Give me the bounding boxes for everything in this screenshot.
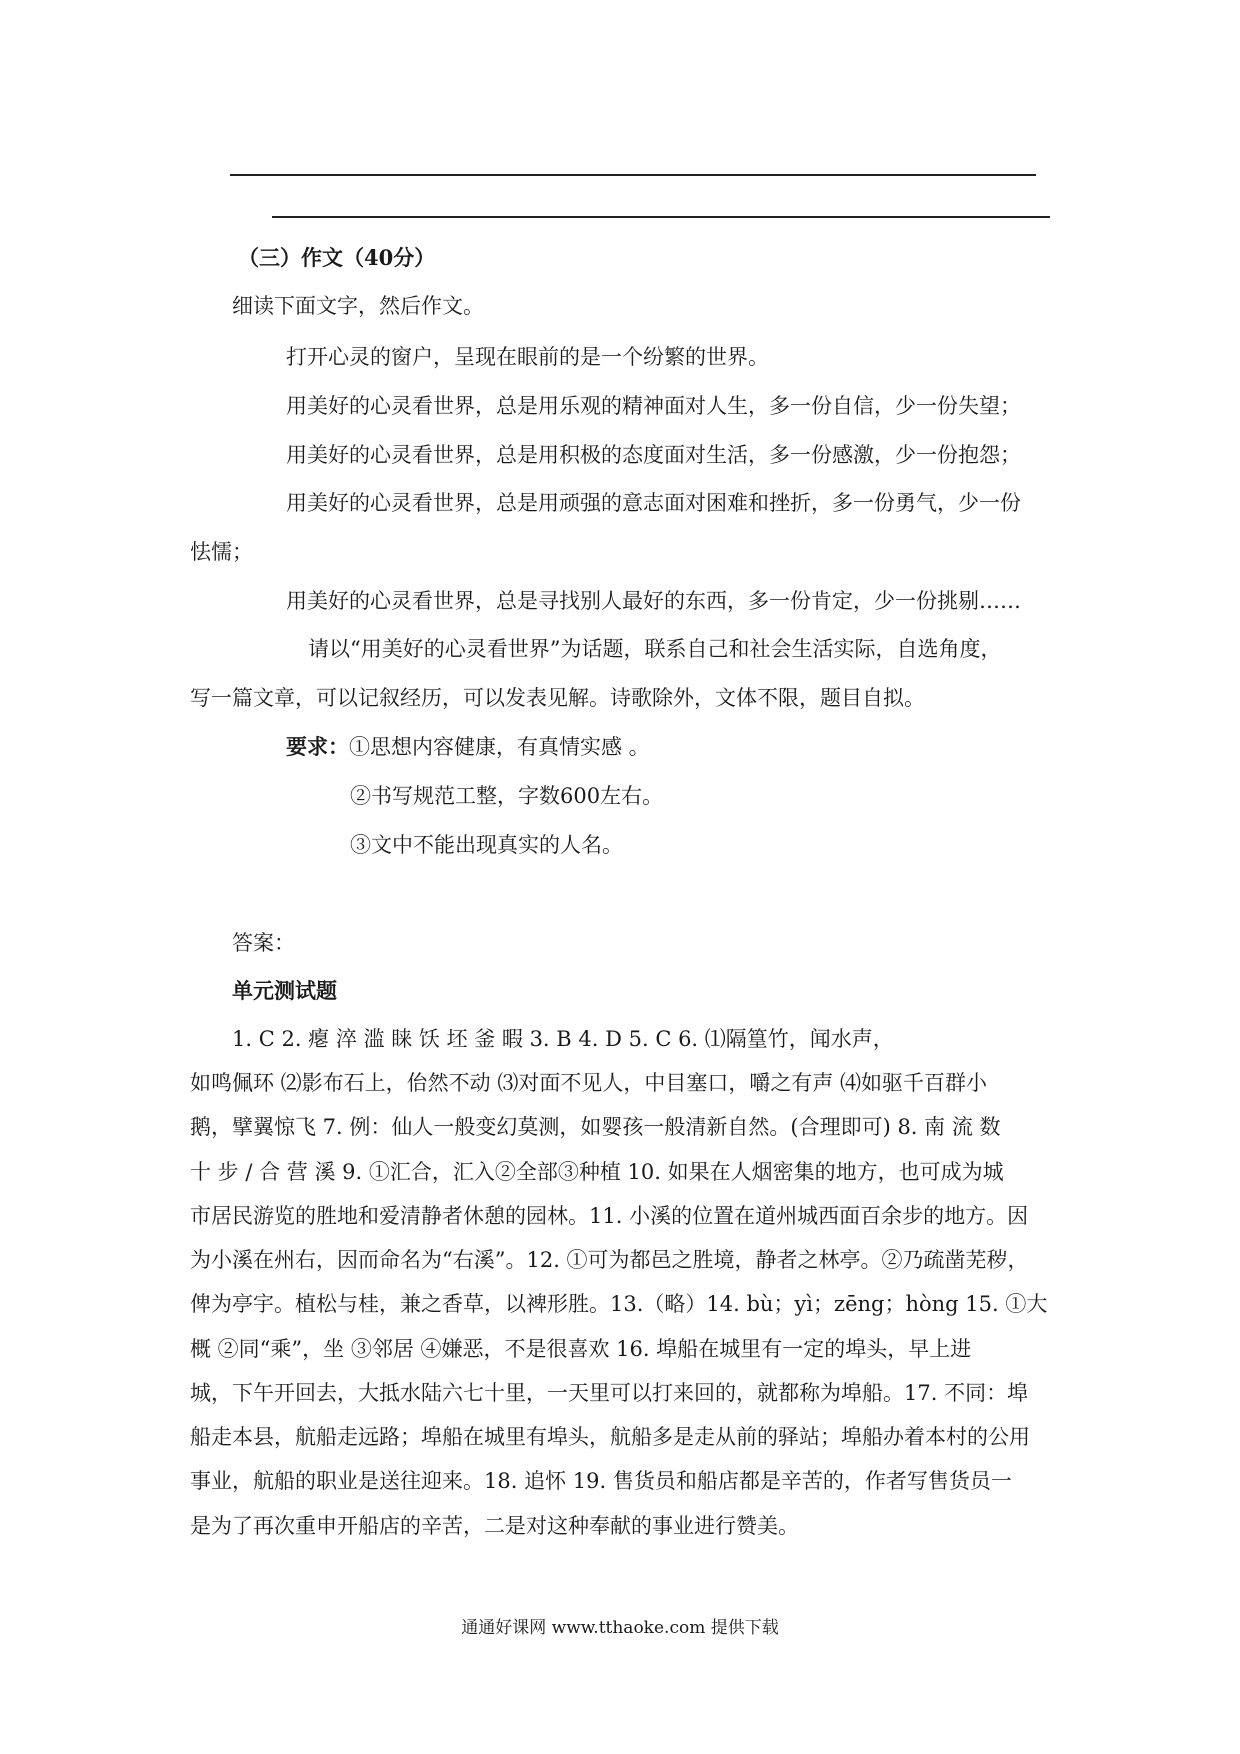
passage-line: 用美好的心灵看世界，总是用顽强的意志面对困难和挫折，多一份勇气，少一份 — [286, 491, 1021, 515]
answer-line: 市居民游览的胜地和爱清静者休憩的园林。11. 小溪的位置在道州城西面百余步的地方。因 — [190, 1204, 1029, 1228]
answer-line: 是为了再次重申开船店的辛苦，二是对这种奉献的事业进行赞美。 — [190, 1514, 799, 1538]
requirements-label: 要求： — [286, 734, 349, 759]
answer-blank-line-2 — [272, 216, 1050, 218]
requirements-block — [286, 732, 650, 762]
requirement-item: ①思想内容健康，有真情实感 。 — [349, 735, 650, 759]
prompt-line: 写一篇文章，可以记叙经历，可以发表见解。诗歌除外，文体不限，题目自拟。 — [190, 686, 925, 710]
answer-line: 如鸣佩环 ⑵影布石上，佁然不动 ⑶对面不见人，中目塞口，嚼之有声 ⑷如驱千百群小 — [190, 1071, 988, 1095]
answer-line: 事业，航船的职业是送往迎来。18. 追怀 19. 售货员和船店都是辛苦的，作者写售货员一 — [190, 1469, 1012, 1493]
passage-line: 打开心灵的窗户，呈现在眼前的是一个纷繁的世界。 — [286, 345, 769, 369]
answer-blank-line-1 — [230, 174, 1036, 176]
page-footer: 通通好课网 www.tthaoke.com 提供下载 — [461, 1618, 779, 1638]
instruction-text: 细读下面文字，然后作文。 — [232, 294, 484, 318]
requirement-item: ②书写规范工整，字数600左右。 — [350, 784, 664, 808]
passage-line: 怯懦； — [190, 540, 253, 564]
passage-line: 用美好的心灵看世界，总是寻找别人最好的东西，多一份肯定，少一份挑剔…… — [286, 589, 1021, 613]
answer-line: 船走本县，航船走远路；埠船在城里有埠头，航船多是走从前的驿站；埠船办着本村的公用 — [190, 1425, 1030, 1449]
answer-line: 1. C 2. 瘪 淬 滥 睐 饫 坯 釜 暇 3. B 4. D 5. C 6. ⑴隔篁竹，闻水声， — [232, 1027, 894, 1051]
passage-line: 用美好的心灵看世界，总是用积极的态度面对生活，多一份感激，少一份抱怨； — [286, 443, 1021, 467]
answer-line: 城，下午开回去，大抵水陆六七十里，一天里可以打来回的，就都称为埠船。17. 不同：埠 — [190, 1381, 1029, 1405]
answers-section-title: 单元测试题 — [232, 978, 337, 1003]
requirement-item: ③文中不能出现真实的人名。 — [350, 833, 623, 857]
answer-line: 鹅，擘翼惊飞 7. 例：仙人一般变幻莫测，如婴孩一般清新自然。(合理即可) 8. 南 流 数 — [190, 1115, 1001, 1139]
answers-label: 答案： — [232, 931, 295, 955]
section-title: （三）作文（40分） — [238, 245, 436, 270]
answer-line: 十 步 / 合 营 溪 9. ①汇合，汇入②全部③种植 10. 如果在人烟密集的地方，也可成为城 — [190, 1160, 1004, 1184]
answer-line: 概 ②同“乘”，坐 ③邻居 ④嫌恶，不是很喜欢 16. 埠船在城里有一定的埠头，早上进 — [190, 1337, 972, 1361]
passage-line: 用美好的心灵看世界，总是用乐观的精神面对人生，多一份自信，少一份失望； — [286, 394, 1021, 418]
prompt-line: 请以“用美好的心灵看世界”为话题，联系自己和社会生活实际，自选角度， — [308, 637, 1002, 661]
answer-line: 为小溪在州右，因而命名为“右溪”。12. ①可为都邑之胜境，静者之林亭。②乃疏凿芜秽， — [190, 1248, 1029, 1272]
answer-line: 俾为亭宇。植松与桂，兼之香草，以裨形胜。13.（略）14. bù；yì；zēng；hòng 15. ①大 — [190, 1292, 1048, 1316]
